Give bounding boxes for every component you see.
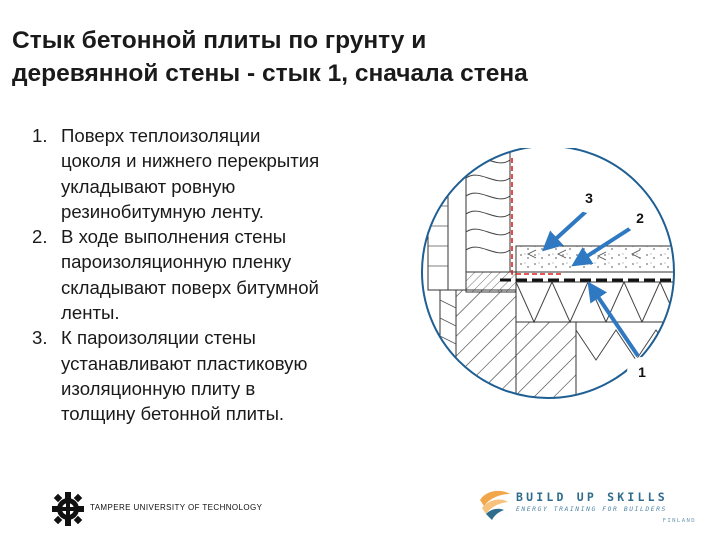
step-item (32, 123, 404, 224)
university-name: TAMPERE UNIVERSITY OF TECHNOLOGY (90, 503, 263, 512)
marker-2 (625, 203, 655, 233)
marker-3-label: 3 (585, 190, 593, 206)
joint-detail-diagram (398, 148, 716, 408)
step-text-line: пароизоляционную пленку (61, 251, 292, 273)
step-number: 3. (32, 327, 48, 349)
marker-2-label: 2 (636, 210, 644, 226)
step-number: 1. (32, 125, 48, 146)
step-text-line: толщину бетонной плиты. (61, 403, 285, 425)
gear-logo-icon (52, 492, 84, 526)
slide-title (12, 24, 712, 90)
step-text-line: Поверх теплоизоляции (61, 125, 261, 146)
steps-list (32, 123, 404, 427)
marker-1 (627, 357, 657, 387)
build-up-skills-logo-icon (476, 484, 516, 524)
step-text-line: В ходе выполнения стены (61, 226, 287, 248)
step-text-line: цоколя и нижнего перекрытия (61, 150, 320, 172)
title-line-2: деревянной стены - стык 1, сначала стена (12, 60, 528, 87)
title-line-1: Стык бетонной плиты по грунту и (12, 27, 427, 54)
marker-3 (574, 183, 604, 213)
brand-subtitle: ENERGY TRAINING FOR BUILDERS (516, 506, 667, 513)
step-text-line: изоляционную плиту в (61, 377, 256, 399)
step-number: 2. (32, 226, 48, 248)
step-text-line: К пароизоляции стены (61, 327, 256, 349)
brand-country: FINLAND (662, 518, 696, 524)
step-text-line: укладывают ровную (61, 175, 236, 197)
step-text-line: складывают поверх битумной (61, 276, 319, 298)
step-text-line: ленты. (61, 302, 120, 324)
build-up-skills-logo (476, 484, 716, 532)
brand-title: BUILD UP SKILLS (516, 490, 668, 504)
step-text-line: устанавливают пластиковую (61, 352, 308, 374)
step-text-line: резинобитумную ленту. (61, 200, 264, 222)
marker-1-label: 1 (638, 364, 646, 380)
step-item (32, 224, 404, 325)
step-item (32, 325, 404, 426)
